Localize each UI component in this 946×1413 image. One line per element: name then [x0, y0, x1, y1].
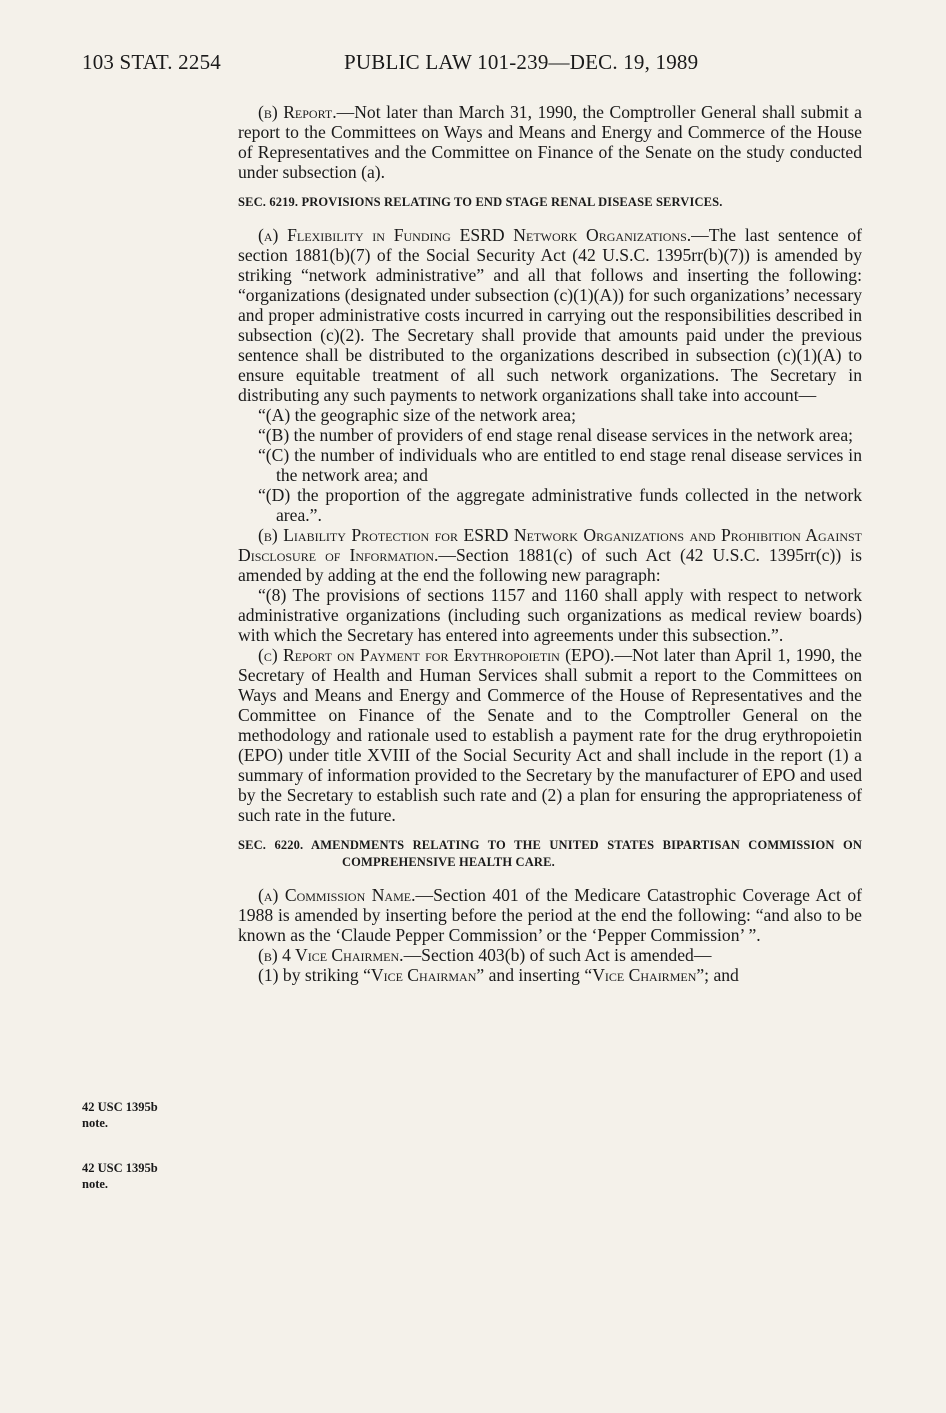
- paragraph-heading: (b) 4 Vice Chairmen.: [258, 945, 404, 965]
- text-fragment: Vice Chairmen: [592, 965, 697, 985]
- paragraph-commission-name: [238, 885, 862, 945]
- paragraph-heading: (a) Flexibility in Funding ESRD Network Organizations.: [258, 225, 692, 245]
- paragraph-vice-chairmen: [238, 945, 862, 965]
- page-header: [82, 50, 842, 80]
- margin-note-label: note.: [82, 1116, 109, 1130]
- paragraph-heading: (a) Commission Name.: [258, 885, 416, 905]
- paragraph-esrd-funding: [238, 225, 862, 405]
- law-title: PUBLIC LAW 101-239—DEC. 19, 1989: [344, 50, 699, 74]
- paragraph-text: —The last sentence of section 1881(b)(7) of the Social Security Act (42 U.S.C. 1395rr(b)(7)) is amended by striking “network administrative” and all that follows and inserting the following: “organizations (designated under subsection (c)(1)(A)) for such organizations’ necessary and proper administrative costs incurred in carrying out the responsibilities described in subsection (c)(2). The Secretary shall provide that amounts paid under the previous sentence shall be distributed to the organizations described in subsection (c)(1)(A) to ensure equitable treatment of all such network organizations. The Secretary in distributing any such payments to network organizations shall take into account—: [238, 225, 863, 405]
- paragraph-report: [238, 102, 862, 182]
- paragraph-text: (EPO).—Not later than April 1, 1990, the Secretary of Health and Human Services shall submit a report to the Committees on Ways and Means and Energy and Commerce of the House of Representatives and the Committee on Finance of the Senate and to the Comptroller General on the methodology and rationale used to establish a payment rate for the drug erythropoietin (EPO) under title XVIII of the Social Security Act and shall include in the report (1) a summary of information provided to the Secretary by the manufacturer of EPO and used by the Secretary to establish such rate and (2) a plan for ensuring the appropriateness of such rate in the future.: [238, 645, 862, 825]
- paragraph-text: —Section 1881(c) of such Act (42 U.S.C. 1395rr(c)) is amended by adding at the end the following new paragraph:: [238, 545, 862, 585]
- list-item-b: “(B) the number of providers of end stage renal disease services in the network area;: [258, 425, 854, 445]
- margin-note-2: [82, 1160, 222, 1192]
- margin-note-citation: 42 USC 1395b: [82, 1161, 158, 1175]
- margin-note-label: note.: [82, 1177, 109, 1191]
- text-fragment: Vice Chairman: [370, 965, 477, 985]
- stat-reference: 103 STAT. 2254: [82, 50, 221, 74]
- paragraph-epo-report: [238, 645, 862, 825]
- text-fragment: ”; and: [696, 965, 739, 985]
- paragraph-text: —Section 403(b) of such Act is amended—: [403, 945, 712, 965]
- list-item-a: “(A) the geographic size of the network area;: [258, 405, 577, 425]
- list-item-1: [238, 965, 862, 985]
- paragraph-heading: (c) Report on Payment for Erythropoietin: [258, 645, 560, 665]
- paragraph-heading: (b) Liability Protection for ESRD Network Organizations and Prohibition Against Disclosure of Information.: [238, 525, 862, 565]
- list-item-d: “(D) the proportion of the aggregate administrative funds collected in the network area.”.: [258, 485, 862, 525]
- paragraph-heading: (b) Report.: [258, 102, 337, 122]
- document-body: [238, 102, 862, 985]
- paragraph-liability: [238, 525, 862, 585]
- paragraph-text: —Section 401 of the Medicare Catastrophic Coverage Act of 1988 is amended by inserting before the period at the end the following: “and also to be known as the ‘Claude Pepper Commission’ or the ‘Pepper Commission’ ”.: [238, 885, 862, 945]
- section-heading-6219: SEC. 6219. PROVISIONS RELATING TO END STAGE RENAL DISEASE SERVICES.: [238, 195, 723, 209]
- paragraph-text: —Not later than March 31, 1990, the Comptroller General shall submit a report to the Committees on Ways and Means and Energy and Commerce of the House of Representatives and the Committee on Finance of the Senate on the study conducted under subsection (a).: [238, 102, 862, 182]
- text-fragment: (1) by striking “: [258, 965, 371, 985]
- margin-note-citation: 42 USC 1395b: [82, 1100, 158, 1114]
- quoted-paragraph-8: “(8) The provisions of sections 1157 and 1160 shall apply with respect to network administrative organizations (including such organizations as medical review boards) with which the Secretary has entered into agreements under this subsection.”.: [238, 585, 862, 645]
- text-fragment: ” and inserting “: [476, 965, 593, 985]
- margin-note-1: [82, 1099, 222, 1131]
- list-item-c: “(C) the number of individuals who are entitled to end stage renal disease services in the network area; and: [258, 445, 862, 485]
- section-heading-6220: SEC. 6220. AMENDMENTS RELATING TO THE UNITED STATES BIPARTISAN COMMISSION ON COMPREHENSIVE HEALTH CARE.: [238, 838, 862, 869]
